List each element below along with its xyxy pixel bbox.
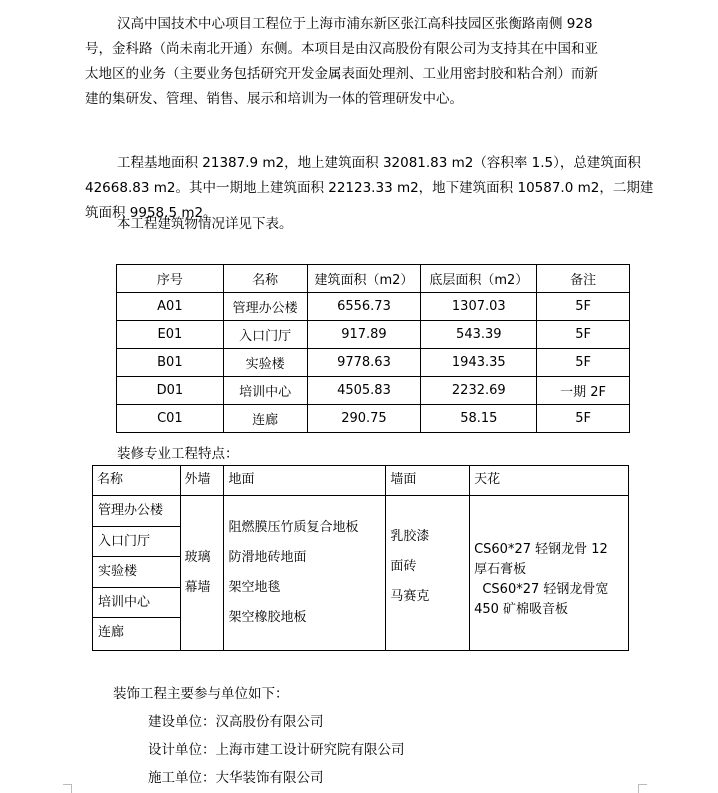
table-cell: 290.75 [307, 405, 421, 433]
ceiling-cell [470, 496, 629, 651]
intro-line: 汉高中国技术中心项目工程位于上海市浦东新区张江高科技园区张衡路南侧 928 [117, 16, 593, 32]
floor-item: 阻燃膜压竹质复合地板 [228, 520, 359, 535]
table-cell: 2232.69 [421, 377, 537, 405]
table-row [117, 405, 630, 433]
header-cell: 序号 [117, 265, 224, 293]
ceiling-item: CS60*27 轻钢龙骨 12 [474, 542, 608, 557]
unit-line [148, 710, 324, 730]
table-cell: D01 [117, 377, 224, 405]
building-names-cell [93, 496, 181, 651]
exterior-cell [180, 496, 224, 651]
table-cell: 管理办公楼 [223, 293, 307, 321]
table-cell: 5F [537, 405, 630, 433]
header-cell: 天花 [470, 466, 629, 496]
unit-role: 设计单位： [148, 742, 216, 758]
table-cell: 5F [537, 349, 630, 377]
header-cell: 备注 [537, 265, 630, 293]
header-cell: 地面 [224, 466, 386, 496]
intro-line: 太地区的业务（主要业务包括研究开发金属表面处理剂、工业用密封胶和粘合剂）而新 [85, 66, 598, 82]
building-name: 连廊 [98, 625, 125, 641]
table-cell: E01 [117, 321, 224, 349]
deco-body-row [93, 496, 629, 651]
building-name: 培训中心 [93, 588, 180, 619]
table-cell: 5F [537, 293, 630, 321]
table-intro: 本工程建筑物情况详见下表。 [117, 216, 293, 232]
decoration-table [92, 465, 629, 651]
header-cell: 名称 [93, 466, 181, 496]
table-row [117, 377, 630, 405]
table-row [117, 321, 630, 349]
buildings-table [116, 264, 630, 433]
wall-item: 马赛克 [390, 589, 430, 604]
intro-paragraph [85, 12, 637, 112]
unit-name: 汉高股份有限公司 [215, 714, 324, 730]
unit-name: 大华装饰有限公司 [215, 770, 324, 786]
table-cell: 4505.83 [307, 377, 421, 405]
table-cell: 58.15 [421, 405, 537, 433]
building-name: 入口门厅 [93, 527, 180, 558]
exterior-item: 幕墙 [184, 580, 211, 595]
table-cell: 5F [537, 321, 630, 349]
table-cell: C01 [117, 405, 224, 433]
unit-role: 建设单位： [148, 714, 216, 730]
table-cell: A01 [117, 293, 224, 321]
table-cell: 917.89 [307, 321, 421, 349]
ceiling-item: CS60*27 轻钢龙骨宽 [474, 582, 609, 597]
exterior-item: 玻璃 [184, 550, 211, 565]
area-line: 筑面积 9958.5 m2。 [85, 205, 217, 221]
area-line: 工程基地面积 21387.9 m2，地上建筑面积 32081.83 m2（容积率 1.5），总建筑面积 [117, 155, 641, 171]
building-name: 管理办公楼 [93, 496, 180, 527]
floor-item: 架空橡胶地板 [228, 610, 307, 625]
header-cell: 底层面积（m2） [421, 265, 537, 293]
wall-item: 乳胶漆 [390, 529, 430, 544]
building-name: 实验楼 [93, 557, 180, 588]
wall-item: 面砖 [390, 559, 417, 574]
header-cell: 墙面 [386, 466, 470, 496]
table-row [117, 349, 630, 377]
floor-item: 架空地毯 [228, 580, 281, 595]
intro-line: 号，金科路（尚未南北开通）东侧。本项目是由汉高股份有限公司为支持其在中国和亚 [85, 41, 598, 57]
table-cell: 1307.03 [421, 293, 537, 321]
floor-cell [224, 496, 386, 651]
ceiling-item: 450 矿棉吸音板 [474, 602, 569, 617]
table-row [117, 293, 630, 321]
table-cell: 9778.63 [307, 349, 421, 377]
unit-role: 施工单位： [148, 770, 216, 786]
deco-title: 装修专业工程特点： [117, 446, 239, 462]
ceiling-item: 厚石膏板 [474, 562, 527, 577]
unit-name: 上海市建工设计研究院有限公司 [215, 742, 405, 758]
unit-line [148, 766, 324, 786]
table-cell: 1943.35 [421, 349, 537, 377]
table-cell: 实验楼 [223, 349, 307, 377]
deco-header-row [93, 466, 629, 496]
table-cell: 入口门厅 [223, 321, 307, 349]
buildings-header-row [117, 265, 630, 293]
table-cell: 培训中心 [223, 377, 307, 405]
table-cell: 543.39 [421, 321, 537, 349]
table-cell: 6556.73 [307, 293, 421, 321]
wall-cell [386, 496, 470, 651]
header-cell: 建筑面积（m2） [307, 265, 421, 293]
area-line: 42668.83 m2。其中一期地上建筑面积 22123.33 m2，地下建筑面积 10587.0 m2，二期建 [85, 180, 654, 196]
units-title: 装饰工程主要参与单位如下： [113, 686, 289, 702]
floor-item: 防滑地砖地面 [228, 550, 307, 565]
table-cell: 一期 2F [537, 377, 630, 405]
unit-line [148, 738, 405, 758]
intro-line: 建的集研发、管理、销售、展示和培训为一体的管理研发中心。 [85, 91, 463, 107]
table-cell: 连廊 [223, 405, 307, 433]
header-cell: 外墙 [180, 466, 224, 496]
table-cell: B01 [117, 349, 224, 377]
header-cell: 名称 [223, 265, 307, 293]
